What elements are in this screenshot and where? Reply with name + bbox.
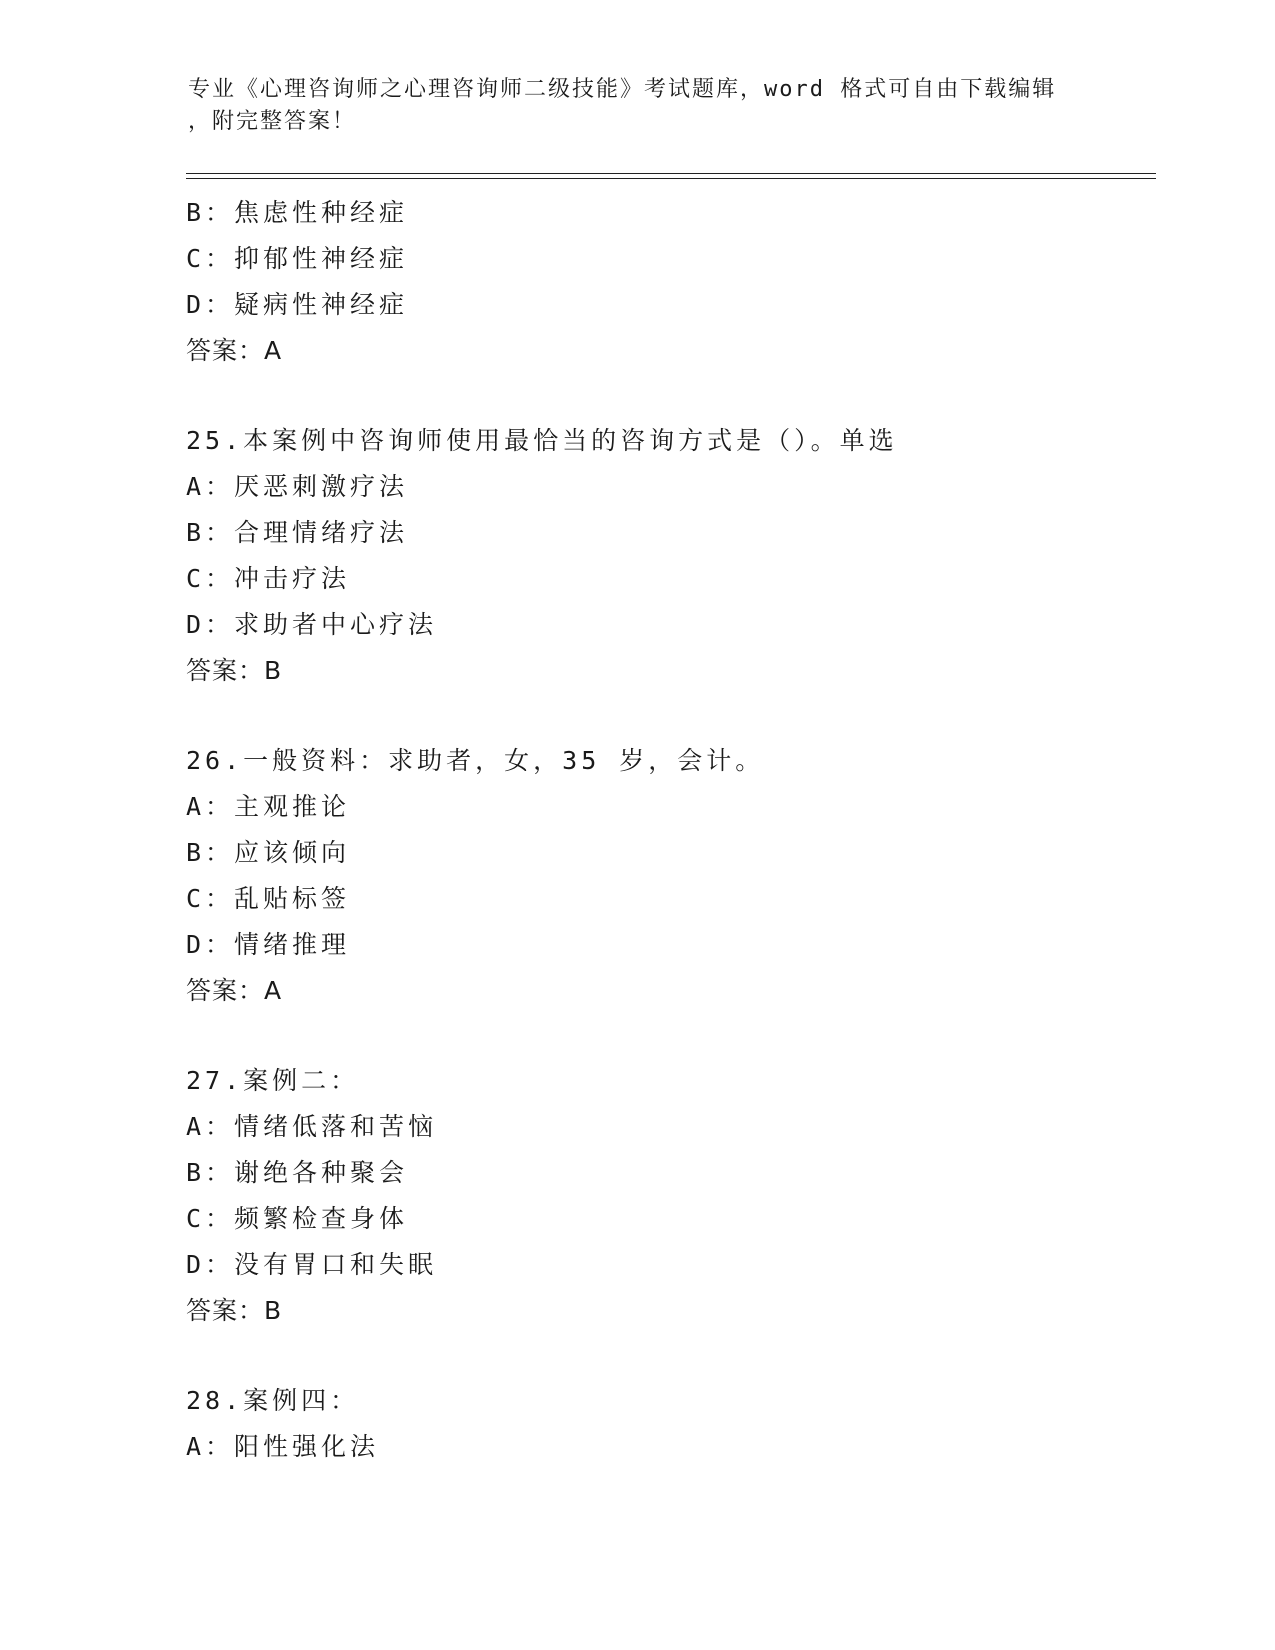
option-c: C：抑郁性神经症 [186,244,409,273]
option-d: D：没有胃口和失眠 [186,1250,438,1279]
option-b: B：合理情绪疗法 [186,518,409,547]
answer-line: 答案：A [186,336,283,365]
option-a: A：情绪低落和苦恼 [186,1112,438,1141]
option-a: A：主观推论 [186,792,351,821]
header-divider-bottom [186,178,1156,179]
question-text: 案例二： [243,1066,360,1095]
header-line-2: ，附完整答案！ [188,109,357,134]
header-line-1: 专业《心理咨询师之心理咨询师二级技能》考试题库，word 格式可自由下载编辑 [188,77,1057,102]
option-d: D：情绪推理 [186,930,351,959]
question-block-25 [186,418,1146,694]
option-b: B：谢绝各种聚会 [186,1158,409,1187]
question-block-28 [186,1378,1146,1470]
answer-line: 答案：B [186,656,283,685]
option-c: C：冲击疗法 [186,564,351,593]
question-text: 案例四： [243,1386,360,1415]
document-header [188,74,1068,138]
question-list [186,190,1146,1470]
question-block-26 [186,738,1146,1014]
option-c: C：频繁检查身体 [186,1204,409,1233]
option-c: C：乱贴标签 [186,884,351,913]
option-a: A：阳性强化法 [186,1432,380,1461]
question-number: 28. [186,1386,244,1415]
question-number: 26. [186,746,244,775]
option-a: A：厌恶刺激疗法 [186,472,409,501]
question-text: 本案例中咨询师使用最恰当的咨询方式是（）。单选 [243,426,898,455]
question-stem [186,1378,1146,1424]
question-stem [186,418,1146,464]
question-block-27 [186,1058,1146,1334]
question-block-continued [186,190,1146,374]
header-divider-top [186,173,1156,174]
question-stem [186,1058,1146,1104]
question-text: 一般资料：求助者，女，35 岁，会计。 [243,746,765,775]
answer-line: 答案：B [186,1296,283,1325]
question-number: 27. [186,1066,244,1095]
option-b: B：应该倾向 [186,838,351,867]
option-d: D：求助者中心疗法 [186,610,438,639]
question-stem [186,738,1146,784]
answer-line: 答案：A [186,976,283,1005]
question-number: 25. [186,426,244,455]
option-b: B：焦虑性种经症 [186,198,409,227]
option-d: D：疑病性神经症 [186,290,409,319]
